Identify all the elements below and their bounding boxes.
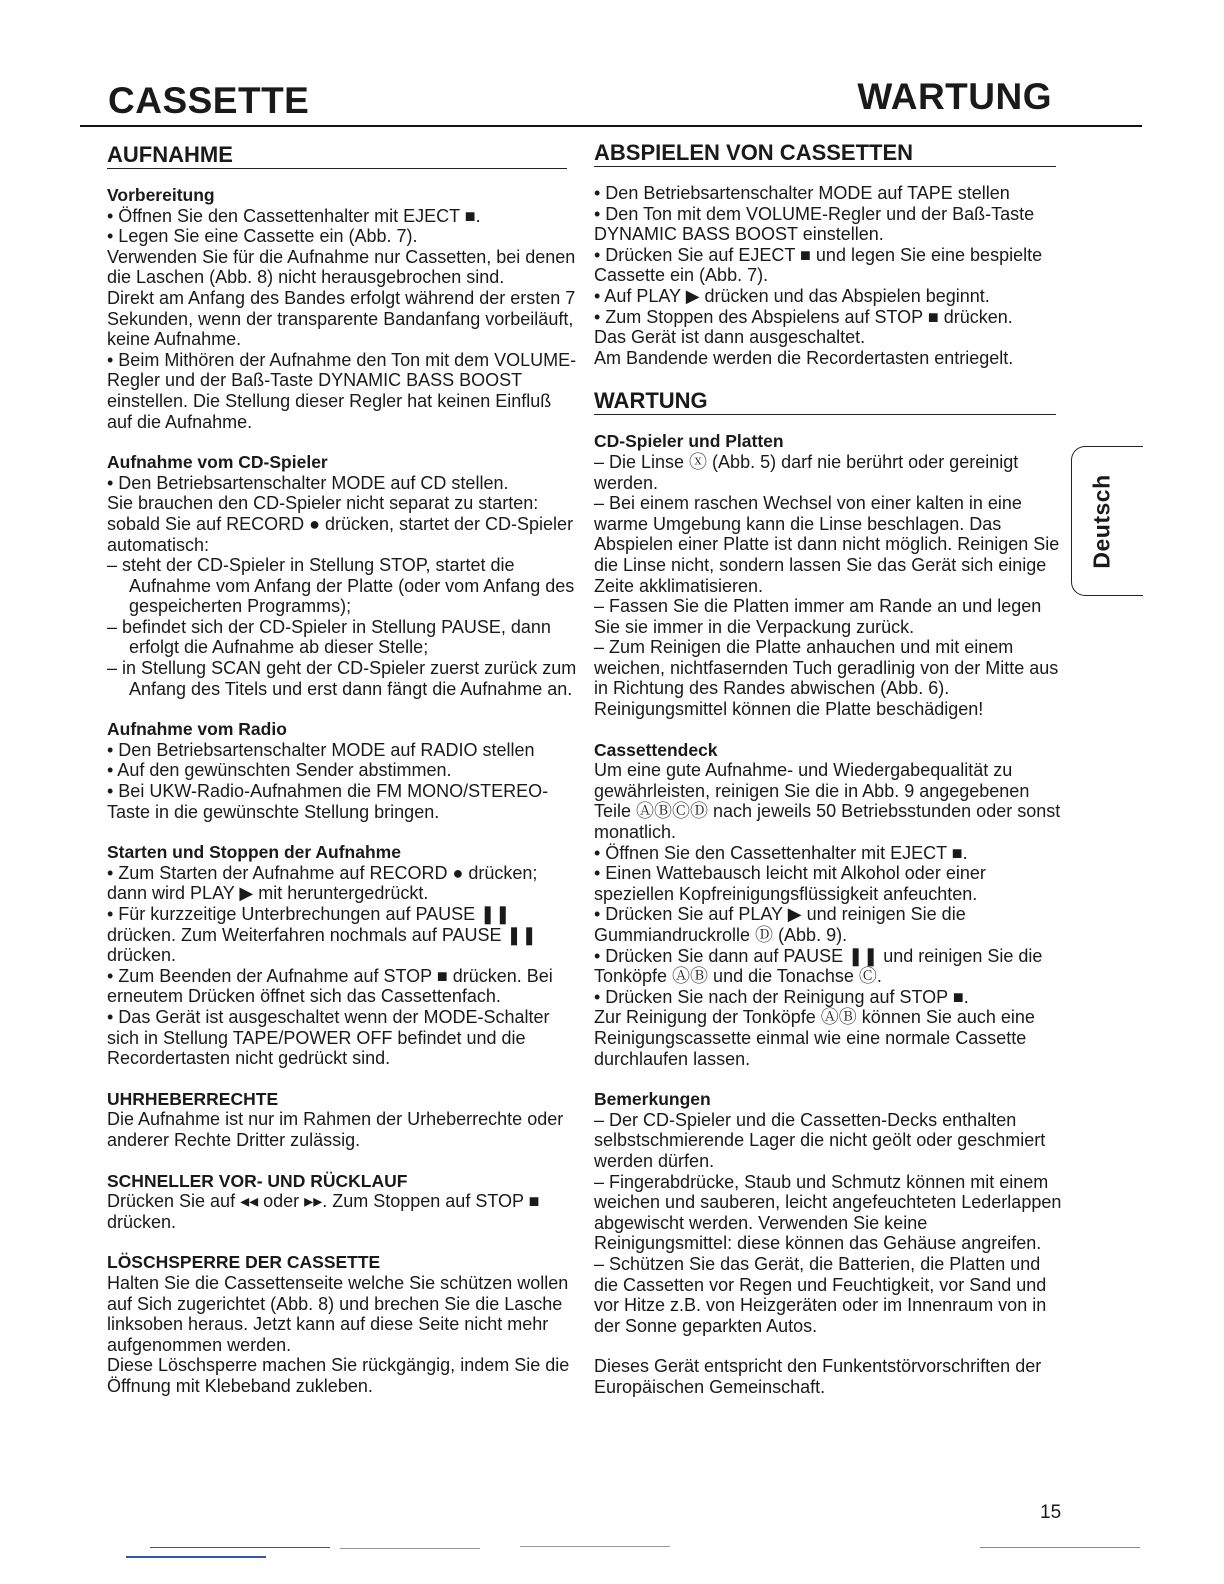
paragraph: • Den Betriebsartenschalter MODE auf RADIO stellen	[107, 739, 535, 760]
paragraph: – Schützen Sie das Gerät, die Batterien, die Platten und die Cassetten vor Regen und Feuchtigkeit, vor Sand und vor Hitze z.B. von Heizgeräten oder im Innenraum von in der Sonne geparkten Autos.	[594, 1253, 1047, 1336]
paragraph: • Das Gerät ist ausgeschaltet wenn der MODE-Schalter sich in Stellung TAPE/POWER OFF befindet und die Recordertasten nicht gedrückt sind.	[107, 1006, 550, 1069]
paragraph: • Den Betriebsartenschalter MODE auf TAPE stellen	[594, 183, 1010, 203]
paragraph: • Für kurzzeitige Unterbrechungen auf PAUSE ❚❚ drücken. Zum Weiterfahren nochmals auf PAUSE ❚❚ drücken.	[107, 904, 537, 966]
compliance-note: Dieses Gerät entspricht den Funkentstörvorschriften der Europäischen Gemeinschaft.	[594, 1356, 1042, 1397]
paragraph: – Der CD-Spieler und die Cassetten-Decks enthalten selbstschmierende Lager die nicht geölt oder geschmiert werden dürfen.	[594, 1109, 1046, 1171]
scan-artifact-line	[340, 1548, 480, 1549]
paragraph: • Einen Wattebausch leicht mit Alkohol oder einer speziellen Kopfreinigungsflüssigkeit anfeuchten.	[594, 863, 986, 904]
left-column	[107, 142, 577, 1396]
paragraph: • Beim Mithören der Aufnahme den Ton mit dem VOLUME-Regler und der Baß-Taste DYNAMIC BASS BOOST einstellen. Die Stellung dieser Regler hat keinen Einfluß auf die Aufnahme.	[107, 349, 577, 432]
subheading-erase-protection: LÖSCHSPERRE DER CASSETTE	[107, 1252, 381, 1273]
paragraph: • Drücken Sie dann auf PAUSE ❚❚ und reinigen Sie die Tonköpfe ⒶⒷ und die Tonachse Ⓒ.	[594, 945, 1043, 987]
paragraph: • Auf PLAY ▶ drücken und das Abspielen beginnt.	[594, 285, 990, 306]
paragraph: • Drücken Sie auf EJECT ■ und legen Sie eine bespielte Cassette ein (Abb. 7).	[594, 244, 1043, 286]
subheading-cd-player: CD-Spieler und Platten	[594, 431, 784, 452]
subheading-fast-wind: SCHNELLER VOR- UND RÜCKLAUF	[107, 1170, 408, 1191]
subheading-cassette-deck: Cassettendeck	[594, 739, 718, 760]
paragraph: • Drücken Sie auf PLAY ▶ und reinigen Sie die Gummiandruckrolle Ⓓ (Abb. 9).	[594, 904, 966, 945]
subheading-notes: Bemerkungen	[594, 1089, 711, 1110]
language-tab	[1071, 446, 1133, 596]
paragraph: Halten Sie die Cassettenseite welche Sie schützen wollen auf Sich zugerichtet (Abb. 8) und brechen Sie die Lasche linksoben heraus. Jetzt kann auf diese Seite nicht mehr aufgenommen werden.	[107, 1272, 569, 1355]
subheading-radio-recording: Aufnahme vom Radio	[107, 719, 287, 740]
section-title-wartung: WARTUNG	[594, 388, 1056, 415]
paragraph: Zur Reinigung der Tonköpfe ⒶⒷ können Sie auch eine Reinigungscassette einmal wie eine normale Cassette durchlaufen lassen.	[594, 1007, 1035, 1069]
paragraph: Diese Löschsperre machen Sie rückgängig, indem Sie die Öffnung mit Klebeband zukleben.	[107, 1355, 570, 1396]
paragraph: – Zum Reinigen die Platte anhauchen und mit einem weichen, nichtfasernden Tuch geradlinig von der Mitte aus in Richtung des Randes abwischen (Abb. 6). Reinigungsmittel können die Platte beschädigen!	[594, 637, 1059, 720]
paragraph: • Drücken Sie nach der Reinigung auf STOP ■.	[594, 986, 969, 1007]
paragraph: • Bei UKW-Radio-Aufnahmen die FM MONO/STEREO-Taste in die gewünschte Stellung bringen.	[107, 781, 549, 822]
paragraph: – Bei einem raschen Wechsel von einer kalten in eine warme Umgebung kann die Linse beschlagen. Das Abspielen einer Platte ist dann nicht möglich. Reinigen Sie die Linse nicht, sondern lassen Sie das Gerät sich einige Zeite akklimatisieren.	[594, 493, 1060, 596]
header-divider	[80, 125, 1142, 127]
paragraph: • Den Betriebsartenschalter MODE auf CD stellen.	[107, 472, 509, 493]
list-item: – steht der CD-Spieler in Stellung STOP, startet die Aufnahme vom Anfang der Platte (oder vom Anfang des gespeicherten Programms);	[107, 555, 575, 617]
list-item: – in Stellung SCAN geht der CD-Spieler zuerst zurück zum Anfang des Titels und erst dann fängt die Aufnahme an.	[107, 658, 577, 699]
paragraph: Verwenden Sie für die Aufnahme nur Cassetten, bei denen die Laschen (Abb. 8) nicht herausgebrochen sind.	[107, 246, 576, 288]
subheading-start-stop: Starten und Stoppen der Aufnahme	[107, 842, 401, 863]
paragraph: Am Bandende werden die Recordertasten entriegelt.	[594, 347, 1014, 368]
paragraph: – Die Linse ⓧ (Abb. 5) darf nie berührt oder gereinigt werden.	[594, 451, 1019, 493]
subheading-copyright: UHRHEBERRECHTE	[107, 1088, 279, 1109]
page-title-right: WARTUNG	[857, 76, 1052, 117]
language-tab-label: Deutsch	[1088, 473, 1115, 569]
scan-artifact-line	[150, 1547, 330, 1548]
paragraph: • Zum Stoppen des Abspielens auf STOP ■ drücken.	[594, 306, 1013, 327]
paragraph: • Den Ton mit dem VOLUME-Regler und der Baß-Taste DYNAMIC BASS BOOST einstellen.	[594, 203, 1035, 245]
page-title-left: CASSETTE	[108, 80, 310, 121]
paragraph: • Zum Starten der Aufnahme auf RECORD ● drücken; dann wird PLAY ▶ mit heruntergedrückt.	[107, 862, 538, 904]
paragraph: Um eine gute Aufnahme- und Wiedergabequalität zu gewährleisten, reinigen Sie die in Abb. 9 angegebenen Teile ⒶⒷⒸⒹ nach jeweils 50 Betriebsstunden oder sonst monatlich.	[594, 760, 1061, 843]
paragraph: • Öffnen Sie den Cassettenhalter mit EJECT ■.	[594, 842, 968, 863]
scan-artifact-line	[520, 1546, 670, 1547]
list-item: – befindet sich der CD-Spieler in Stellung PAUSE, dann erfolgt die Aufnahme ab dieser Stelle;	[107, 616, 551, 658]
section-title-aufnahme: AUFNAHME	[107, 142, 567, 169]
paragraph: Direkt am Anfang des Bandes erfolgt während der ersten 7 Sekunden, wenn der transparente Bandanfang vorbeiläuft, keine Aufnahme.	[107, 287, 576, 350]
scan-artifact-line	[126, 1556, 266, 1558]
subheading-cd-recording: Aufnahme vom CD-Spieler	[107, 452, 328, 473]
paragraph: • Zum Beenden der Aufnahme auf STOP ■ drücken. Bei erneutem Drücken öffnet sich das Cassettenfach.	[107, 965, 553, 1007]
section-title-playback: ABSPIELEN VON CASSETTEN	[594, 140, 1056, 167]
paragraph: Sie brauchen den CD-Spieler nicht separat zu starten: sobald Sie auf RECORD ● drücken, startet der CD-Spieler automatisch:	[107, 493, 574, 555]
right-column	[594, 140, 1064, 1397]
paragraph: Drücken Sie auf ◂◂ oder ▸▸. Zum Stoppen auf STOP ■ drücken.	[107, 1191, 540, 1232]
subheading-vorbereitung: Vorbereitung	[107, 185, 215, 205]
page-number: 15	[1040, 1502, 1062, 1523]
paragraph: • Öffnen Sie den Cassettenhalter mit EJECT ■.	[107, 205, 481, 226]
paragraph: – Fassen Sie die Platten immer am Rande an und legen Sie sie immer in die Verpackung zurück.	[594, 596, 1042, 637]
paragraph: – Fingerabdrücke, Staub und Schmutz können mit einem weichen und sauberen, leicht angefeuchteten Lederlappen abgewischt werden. Verwenden Sie keine Reinigungsmittel: diese können das Gehäuse angreifen.	[594, 1171, 1062, 1254]
scan-artifact-line	[980, 1547, 1140, 1548]
paragraph: Das Gerät ist dann ausgeschaltet.	[594, 327, 866, 348]
paragraph: • Auf den gewünschten Sender abstimmen.	[107, 760, 452, 781]
paragraph: • Legen Sie eine Cassette ein (Abb. 7).	[107, 226, 418, 247]
paragraph: Die Aufnahme ist nur im Rahmen der Urheberrechte oder anderer Rechte Dritter zulässig.	[107, 1109, 564, 1150]
